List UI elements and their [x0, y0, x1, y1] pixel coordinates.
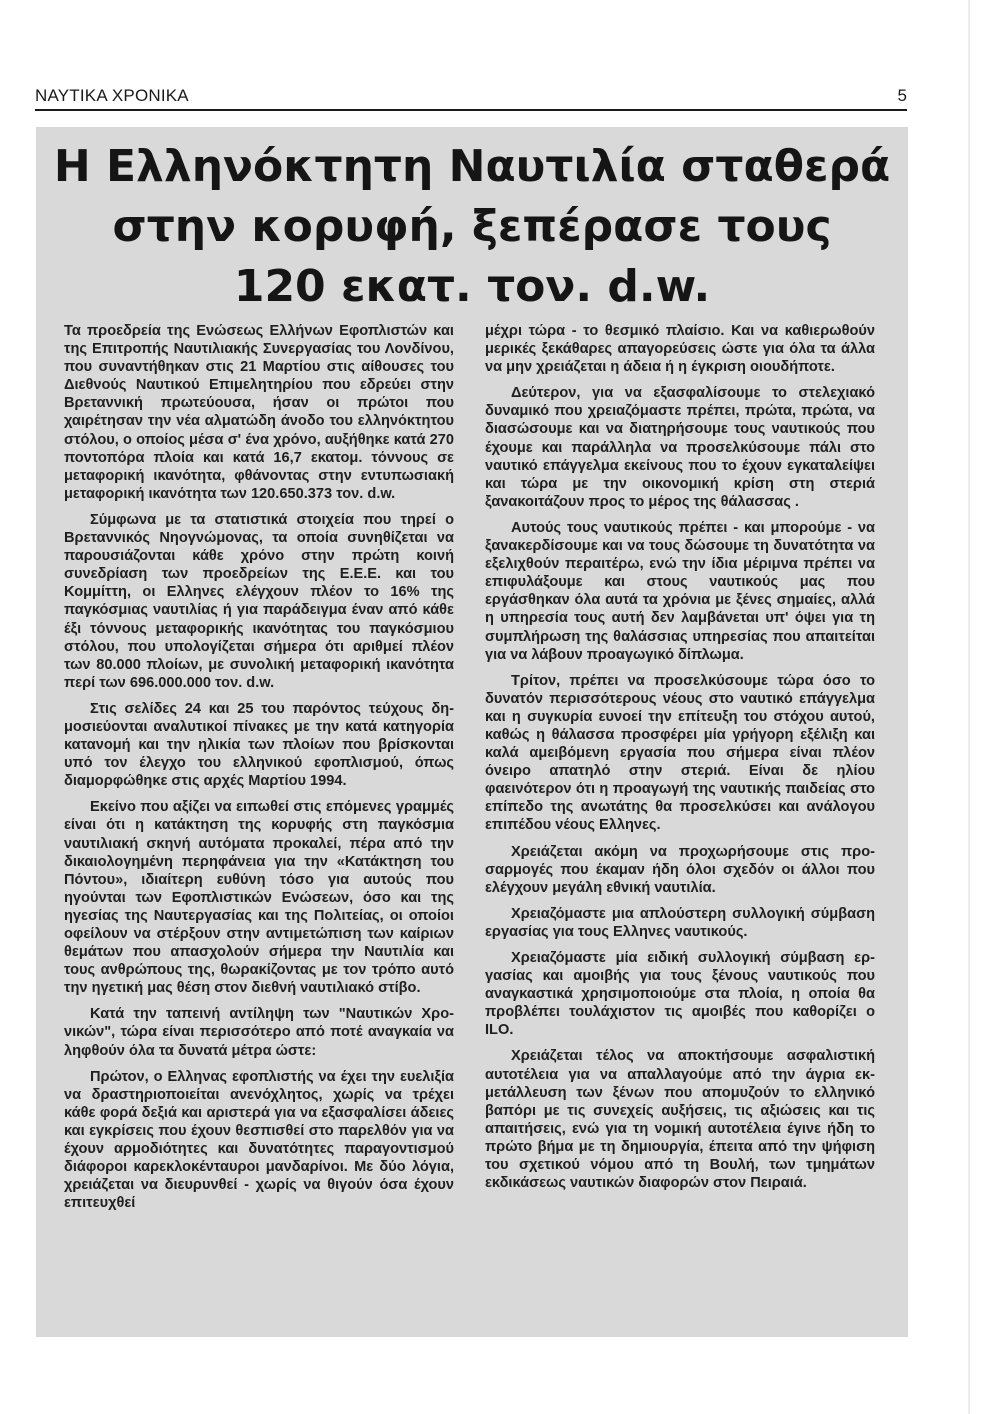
article-paragraph: Αυτούς τους ναυτικούς πρέπει - και μπορούμε - να ξανακερδίσουμε και να τους δώσουμε τη δυνατότητα να εξελιχθούν περαιτέρω, ενώ την ίδια μέριμνα πρέπει να επιφυλάξουμε και στους ναυτικούς μας που εργάσθηκαν όλα αυτά τα χρόνια με ξένες σημαίες, αλλά η υπηρεσία τους αυτή δεν λαμβάνεται υπ' όψει για τη συμπλήρωση της θαλάσσιας υπηρεσίας που απαιτείται για να λάβουν προαγωγικό δίπλωμα. — [485, 519, 875, 663]
header-rule — [35, 109, 907, 111]
running-header — [35, 86, 907, 108]
headline-line: 120 εκατ. τον. d.w. — [233, 261, 711, 312]
article-column-left — [64, 322, 454, 1220]
article-paragraph: Δεύτερον, για να εξασφαλίσουμε το στελεχιακό δυναμικό που χρειαζόμαστε πρέπει, πρώτα, πρώτα, να διασώσουμε και να διατηρήσουμε τους ναυτικούς που έχουμε και παράλληλα να προσελκύσουμε πάλι στο ναυτικό επάγγελμα εκείνους που το έχουν εγκαταλείψει και τώρα με την οικονομική κρίση στη στεριά ξανακοιτάζουν προς το μέρος της θάλασσας . — [485, 385, 875, 510]
publication-name: ΝΑΥΤΙΚΑ ΧΡΟΝΙΚΑ — [35, 86, 189, 105]
article-box — [36, 127, 908, 1337]
page-number: 5 — [897, 86, 907, 105]
article-paragraph: Χρειάζεται ακόμη να προχωρήσουμε στις προσαρμογές που έκαμαν ήδη όλοι σχεδόν οι άλλοι που ελέγχουν μεγάλη εθνική ναυτιλία. — [485, 843, 875, 896]
scan-page-edge — [968, 0, 970, 1414]
article-paragraph: μέχρι τώρα - το θεσμικό πλαίσιο. Και να καθιερωθούν μερικές ξεκάθαρες απαγορεύσεις ώστε για όλα τα άλλα να μην χρειάζεται η άδεια ή η έγκριση οιουδήποτε. — [485, 323, 875, 376]
article-paragraph: Χρειαζόμαστε μία ειδική συλλογική σύμβαση εργασίας και αμοιβής για τους ξένους ναυτικούς που αναγκαστικά χρησιμοποιούμε στα πλοία, η οποία θα προβλέπει τουλάχιστον τις αμοιβές που καθορίζει ο ILO. — [485, 950, 875, 1039]
article-paragraph: Τα προεδρεία της Ενώσεως Ελλήνων Εφοπλιστών και της Επιτροπής Ναυτιλιακής Συνεργασίας του Λονδίνου, που συναντήθηκαν στις 21 Μαρτίου στις αίθουσες του Διεθνούς Ναυτικού Επιμελητηρίου που εδρεύει στην Βρεταννική πρωτεύουσα, ήσαν οι πρώτοι που χαιρέτησαν την νέα αλματώδη άνοδο του ελληνόκτητου στόλου, ο οποίος μέσα σ' ένα χρόνο, αυξήθηκε κατά 270 ποντοπόρα πλοία και κατά 16,7 εκατομ. τόννους σε μεταφορική ικανότητα, φθάνοντας στην εντυπωσιακή μεταφορική ικανότητα των 120.650.373 τον. d.w. — [64, 323, 454, 502]
article-paragraph: Σύμφωνα με τα στατιστικά στοιχεία που τηρεί ο Βρεταννικός Νηογνώμονας, τα οποία συνηθίζεται να παρουσιάζονται κάθε χρόνο στην πρώτη κοινή συνεδρίαση των προεδρείων της Ε.Ε.Ε. και του Κομμίττη, οι Ελληνες ελέγχουν πλέον το 16% της παγκόσμιας ναυτιλίας ή για παράδειγμα έναν από κάθε έξι τόννους μεταφορικής ικανότητας του παγκόσμιου στόλου, που υπολογίζεται σήμερα ότι αριθμεί πλέον των 80.000 πλοίων, με συνολική μεταφορική ικανότητα περί των 696.000.000 τον. d.w. — [64, 511, 454, 691]
article-headline — [36, 137, 908, 317]
headline-line: Η Ελληνόκτητη Ναυτιλία σταθερά — [53, 141, 891, 192]
article-paragraph: Τρίτον, πρέπει να προσελκύσουμε τώρα όσο το δυνατόν περισσότερους νέους στο ναυτικό επάγγελμα και η συγκυρία ευνοεί την επίτευξη του στόχου αυτού, καθώς η θάλασσα προσφέρει μία γρήγορη εξέλιξη και καλά αμειβόμενη εργασία που σήμερα είναι πλέον όνειρο απατηλό στην στεριά. Είναι δε ηλίου φαεινότερον ότι η προαγωγή της ναυτικής παιδείας στο επίπεδο της ανωτάτης θα προσελκύσει και ανάλογου επιπέδου νέους Ελληνες. — [485, 672, 875, 834]
article-paragraph: Στις σελίδες 24 και 25 του παρόντος τεύχους δημοσιεύονται αναλυτικοί πίνακες με την κατά κατηγορία κατανομή και την ηλικία των πλοίων που βρίσκονται υπό τον έλεγχο του ελληνικού εφοπλισμού, όπως διαμορφώθηκε στις αρχές Μαρτίου 1994. — [64, 700, 454, 790]
article-paragraph: Κατά την ταπεινή αντίληψη των "Ναυτικών Χρονικών", τώρα είναι περισσότερο από ποτέ αναγκαία να ληφθούν όλα τα δυνατά μέτρα ώστε: — [64, 1006, 454, 1059]
article-paragraph: Πρώτον, ο Ελληνας εφοπλιστής να έχει την ευελιξία να δραστηριοποιείται ανενόχλητος, χωρίς να τρέχει κάθε φορά δεξιά και αριστερά για να εξασφαλίσει άδειες και εγκρίσεις που έχουν θεσπισθεί στο παρελθόν για να έχουν αρμοδιότητες και δυνατότητες παραγοντισμού διάφοροι καρεκλοκένταυροι μανδαρίνοι. Με δύο λόγια, χρειάζεται να διευρυνθεί - χωρίς να θιγούν όσα έχουν επιτευχθεί — [64, 1068, 454, 1212]
article-paragraph: Εκείνο που αξίζει να ειπωθεί στις επόμενες γραμμές είναι ότι η κατάκτηση της κορυφής στη παγκόσμια ναυτιλιακή σκηνή αυτόματα προκαλεί, πέρα από την δικαιολογημένη περηφάνεια για την «Κατάκτηση του Πόντου», ιδιαίτερη ευθύνη τόσο για αυτούς που ηγούνται των Εφοπλιστικών Ενώσεων, όσο και της ηγεσίας της Ναυτεργασίας και της Πολιτείας, οι οποίοι οφείλουν να στέρξουν στην αντιμετώπιση των καίριων θεμάτων που απασχολούν σήμερα την Ναυτιλία και τους ανθρώπους της, θωρακίζοντας με τον τρόπο αυτό την ηγετική μας θέση στον διεθνή ναυτιλιακό στίβο. — [64, 799, 454, 997]
headline-line: στην κορυφή, ξεπέρασε τους — [112, 201, 832, 252]
article-column-right — [485, 322, 875, 1200]
article-paragraph: Χρειαζόμαστε μια απλούστερη συλλογική σύμβαση εργασίας για τους Ελληνες ναυτικούς. — [485, 905, 875, 940]
article-paragraph: Χρειάζεται τέλος να αποκτήσουμε ασφαλιστική αυτοτέλεια για να απαλλαγούμε από την άγρια εκμετάλλευση των ξένων που απομυζούν το ελληνικό βαπόρι με τις συνεχείς αυξήσεις, τις αξιώσεις και τις απαιτήσεις, ενώ για τη νομική αυτοτέλεια έγινε ήδη το πρώτο βήμα με τη δημιουργία, έπειτα από την ψήφιση του σχετικού νόμου από τη Βουλή, των τμημάτων εκδικάσεως ναυτικών διαφορών στον Πειραιά. — [485, 1048, 875, 1192]
